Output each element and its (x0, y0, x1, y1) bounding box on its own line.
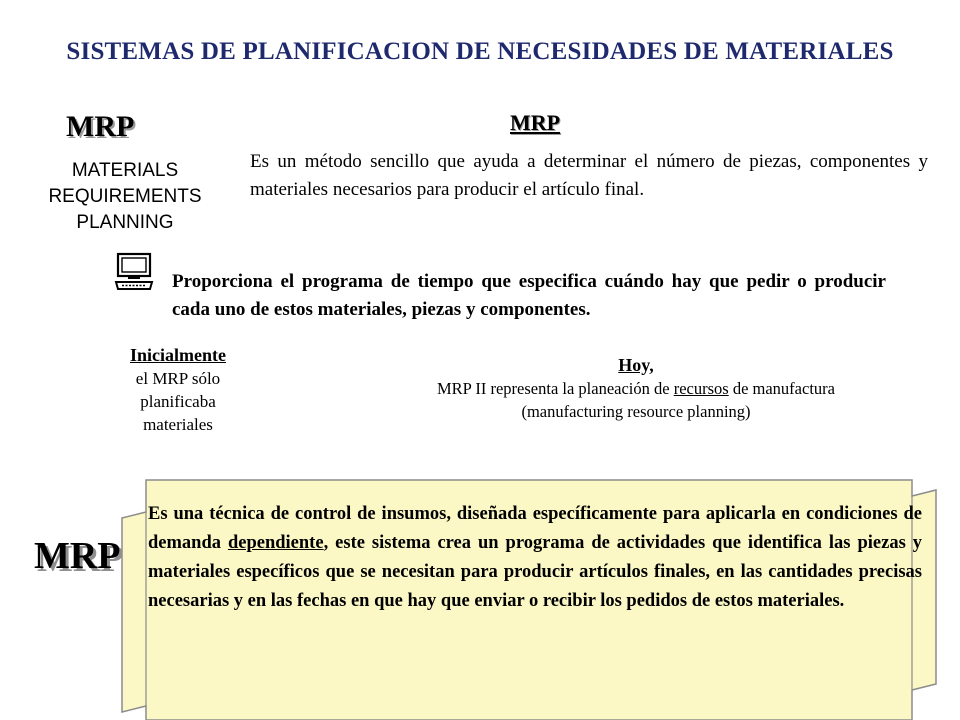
hoy-line-1 (362, 377, 910, 400)
acronym-line: MATERIALS (71, 160, 179, 181)
hoy-block (362, 354, 910, 423)
technique-text-end: , este sistema crea un programa de actividades que identifica las piezas y materiales específicos que se necesitan para producir artículos finales, en las cantidades precisas necesarias y en las fechas en que hay que enviar o recibir los pedidos de estos materiales. (148, 533, 922, 611)
mrp-heading-right: MRP (510, 110, 561, 135)
recursos-underlined: recursos (673, 379, 729, 398)
computer-icon (114, 252, 154, 292)
mrp-heading-left: MRP (66, 110, 135, 143)
definition-text: Es un método sencillo que ayuda a determinar el número de piezas, componentes y materiales necesarios para producir el artículo final. (250, 151, 928, 200)
acronym-line: PLANNING (76, 212, 174, 233)
acronym-line: REQUIREMENTS (48, 186, 202, 207)
hoy-line-1-end: de manufactura (728, 379, 835, 398)
dependiente-underlined: dependiente (227, 533, 324, 553)
inicialmente-line: el MRP sólo (135, 369, 221, 388)
technique-text-start: Es una técnica de control de insumos, diseñada específicamente para aplicarla en condiciones de demanda (148, 504, 922, 553)
mrp-technique-text (148, 500, 922, 616)
inicialmente-heading: Inicialmente (130, 345, 226, 365)
inicialmente-line: materiales (143, 415, 213, 434)
hoy-line-2: (manufacturing resource planning) (521, 402, 751, 421)
inicialmente-block (98, 344, 258, 436)
hoy-line-1-start: MRP II representa la planeación de (437, 379, 674, 398)
inicialmente-line: planificaba (140, 392, 216, 411)
page-title: SISTEMAS DE PLANIFICACION DE NECESIDADES DE MATERIALES (66, 38, 894, 65)
hoy-heading: Hoy, (618, 355, 654, 375)
programa-text: Proporciona el programa de tiempo que especifica cuándo hay que pedir o producir cada uno de estos materiales, piezas y componentes. (172, 271, 886, 320)
mrp-heading-bottom: MRP (34, 535, 121, 577)
acronym-expansion (20, 158, 230, 236)
